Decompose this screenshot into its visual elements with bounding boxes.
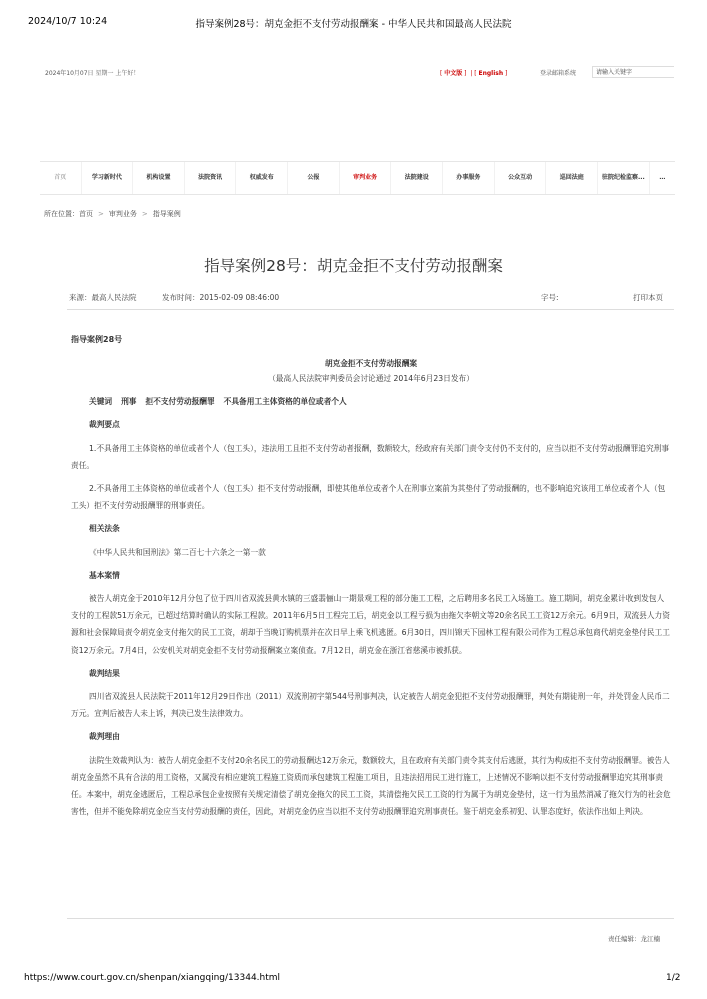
- keyword: 拒不支付劳动报酬罪: [145, 397, 215, 407]
- chevron-right-icon: >: [141, 210, 148, 218]
- nav-item-trial-business[interactable]: 审判业务: [340, 162, 392, 194]
- case-subtitle: （最高人民法院审判委员会讨论通过 2014年6月23日发布）: [268, 374, 474, 384]
- language-switcher: [ 中文版 ] | [ English ]: [440, 70, 508, 77]
- nav-item-releases[interactable]: 权威发布: [236, 162, 288, 194]
- nav-item-gazette[interactable]: 公报: [288, 162, 340, 194]
- divider: [67, 918, 674, 919]
- keyword: 关键词: [89, 397, 113, 407]
- main-nav: [40, 161, 675, 195]
- nav-item-institutions[interactable]: 机构设置: [133, 162, 185, 194]
- nav-item-more[interactable]: …: [659, 174, 666, 181]
- paragraph: 2.不具备用工主体资格的单位或者个人（包工头）拒不支付劳动报酬，即使其他单位或者个人在刑事立案前为其垫付了劳动报酬的，也不影响追究该用工单位或者个人（包工头）拒不支付劳动报酬罪的刑事责任。: [71, 484, 666, 511]
- print-datetime: 2024/10/7 10:24: [28, 16, 108, 27]
- nav-item-court-building[interactable]: 法院建设: [391, 162, 443, 194]
- keywords: [89, 393, 671, 410]
- article-body: [71, 331, 671, 826]
- keyword: 不具备用工主体资格的单位或者个人: [223, 397, 347, 407]
- breadcrumb-guiding-cases[interactable]: 指导案例: [152, 210, 181, 218]
- print-button[interactable]: 打印本页: [633, 293, 663, 302]
- breadcrumb-label: 所在位置：: [44, 210, 79, 218]
- print-doc-title: 指导案例28号：胡克金拒不支付劳动报酬案 - 中华人民共和国最高人民法院: [195, 19, 512, 30]
- nav-item-discipline[interactable]: 驻院纪检监察...: [598, 162, 650, 194]
- article-publish-time: 发布时间：2015-02-09 08:46:00: [162, 293, 280, 302]
- responsible-editor: 责任编辑：龙江楠: [608, 935, 660, 943]
- search-input[interactable]: 请输入关键字: [592, 66, 674, 78]
- section-heading: 相关法条: [89, 524, 120, 534]
- paragraph: 1.不具备用工主体资格的单位或者个人（包工头），违法用工且拒不支付劳动者报酬，数额较大，经政府有关部门责令支付仍不支付的，应当以拒不支付劳动报酬罪追究刑事责任。: [71, 443, 670, 470]
- date-greeting: 2024年10月07日 星期一 上午好！: [45, 70, 140, 77]
- mail-login-link[interactable]: 登录邮箱系统: [540, 70, 577, 77]
- divider: [67, 309, 674, 310]
- nav-item-services[interactable]: 办事服务: [443, 162, 495, 194]
- paragraph: 《中华人民共和国刑法》第二百七十六条之一第一款: [89, 547, 266, 557]
- chevron-right-icon: >: [98, 210, 104, 218]
- breadcrumb-trial-business[interactable]: 审判业务: [108, 210, 137, 218]
- case-title: 胡克金拒不支付劳动报酬案: [324, 359, 418, 369]
- section-heading: 裁判要点: [89, 420, 120, 430]
- section-heading: 裁判理由: [89, 732, 120, 742]
- nav-item-study[interactable]: 学习新时代: [82, 162, 134, 194]
- nav-item-circuit-courts[interactable]: 巡回法庭: [546, 162, 598, 194]
- print-page-number: 1/2: [666, 973, 681, 983]
- paragraph: 四川省双流县人民法院于2011年12月29日作出（2011）双流刑初字第544号刑事判决，认定被告人胡克金犯拒不支付劳动报酬罪，判处有期徒刑一年，并处罚金人民币二万元。宣判后被告人未上诉，判决已发生法律效力。: [71, 692, 670, 719]
- lang-en-link[interactable]: English: [478, 70, 504, 77]
- breadcrumb-home[interactable]: 首页: [79, 210, 93, 218]
- article-source: 来源：最高人民法院: [69, 293, 137, 302]
- nav-item-interaction[interactable]: 公众互动: [495, 162, 547, 194]
- lang-cn-link[interactable]: 中文版: [444, 70, 463, 77]
- article-title: 指导案例28号：胡克金拒不支付劳动报酬案: [204, 257, 503, 275]
- paragraph: 被告人胡克金于2010年12月分包了位于四川省双流县黄水镇的三盛翡俪山一期景观工程的部分施工工程，之后聘用多名民工入场施工。施工期间，胡克金累计收到发包人支付的工程款51万余元，已超过结算时确认的实际工程款。2011年6月5日工程完工后，胡克金以工程亏损为由拖欠李朝文等20余名民工工资12万余元。6月9日，双流县人力资源和社会保障局责令胡克金支付拖欠的民工工资，胡却于当晚订购机票并在次日早上乘飞机逃匿。6月30日，四川锦天下园林工程有限公司作为工程总承包商代胡克金垫付民工工资12万余元。7月4日，公安机关对胡克金拒不支付劳动报酬案立案侦查。7月12日，胡克金在浙江省慈溪市被抓获。: [71, 594, 670, 655]
- keyword: 刑事: [121, 397, 137, 407]
- section-heading: 基本案情: [89, 570, 120, 580]
- breadcrumb: [44, 209, 181, 219]
- font-size-control[interactable]: 字号:: [541, 293, 559, 302]
- nav-item-court-news[interactable]: 法院资讯: [185, 162, 237, 194]
- nav-item-home[interactable]: 首页: [40, 162, 82, 194]
- print-url: https://www.court.gov.cn/shenpan/xiangqing/13344.html: [24, 973, 281, 983]
- section-heading: 裁判结果: [89, 668, 120, 678]
- case-number: 指导案例28号: [71, 335, 123, 344]
- paragraph: 法院生效裁判认为：被告人胡克金拒不支付20余名民工的劳动报酬达12万余元，数额较大，且在政府有关部门责令其支付后逃匿，其行为构成拒不支付劳动报酬罪。被告人胡克金虽然不具有合法的用工资格，又属没有相应建筑工程施工资质而承包建筑工程施工项目，且违法招用民工进行施工，上述情况不影响以拒不支付劳动报酬罪追究其刑事责任。本案中，胡克金逃匿后，工程总承包企业按照有关规定清偿了胡克金拖欠的民工工资，其清偿拖欠民工工资的行为属于为胡克金垫付，这一行为虽然消减了拖欠行为的社会危害性，但并不能免除胡克金应当支付劳动报酬的责任，因此，对胡克金仍应当以拒不支付劳动报酬罪追究刑事责任。鉴于胡克金系初犯、认罪态度好，依法作出如上判决。: [71, 755, 671, 817]
